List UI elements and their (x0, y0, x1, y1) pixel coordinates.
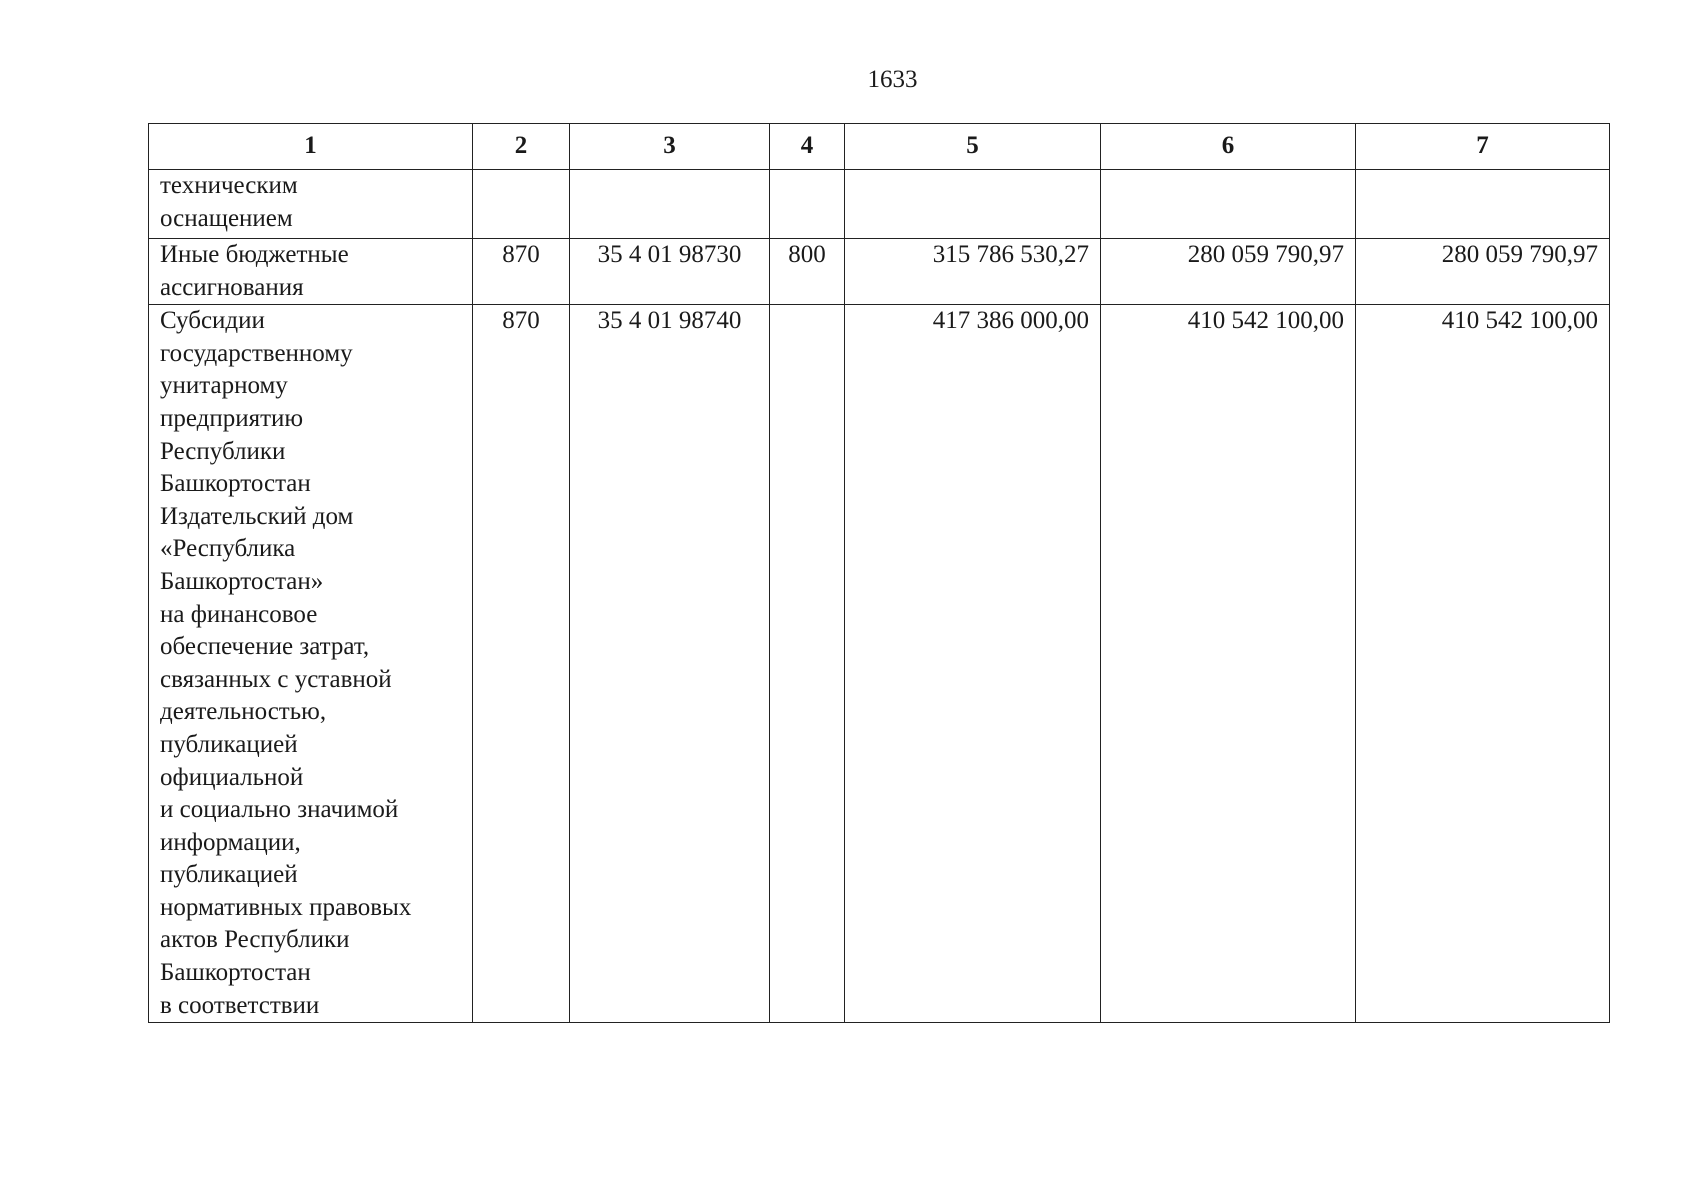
row-name-line: актов Республики (160, 926, 350, 954)
expense-type-cell (770, 305, 845, 1023)
column-header-1: 1 (149, 124, 473, 170)
amount-col6-cell: 280 059 790,97 (1101, 239, 1356, 305)
expense-type-cell (770, 170, 845, 239)
row-name-line: Башкортостан (160, 959, 311, 987)
budget-table (148, 123, 1610, 1023)
amount-col7-cell (1356, 170, 1610, 239)
row-name-line: публикацией (160, 730, 298, 758)
target-article-cell (570, 170, 770, 239)
row-name-line: на финансовое (160, 600, 318, 628)
target-article-cell: 35 4 01 98730 (570, 239, 770, 305)
row-name-line: связанных с уставной (160, 665, 392, 693)
row-name-line: предприятию (160, 404, 304, 432)
row-name-line: официальной (160, 763, 304, 791)
amount-col7-cell: 410 542 100,00 (1356, 305, 1610, 1023)
column-header-4: 4 (770, 124, 845, 170)
row-name-line: обеспечение затрат, (160, 633, 370, 661)
amount-col6-cell (1101, 170, 1356, 239)
row-name-line: и социально значимой (160, 796, 399, 824)
row-name-line: «Республика (160, 535, 296, 563)
target-article-cell: 35 4 01 98740 (570, 305, 770, 1023)
amount-col5-cell: 315 786 530,27 (845, 239, 1101, 305)
row-name-line: унитарному (160, 372, 288, 400)
row-name-line: деятельностью, (160, 698, 327, 726)
section-code-cell (473, 170, 570, 239)
row-name-line: Издательский дом (160, 502, 354, 530)
amount-col5-cell: 417 386 000,00 (845, 305, 1101, 1023)
row-name-cell (149, 239, 473, 305)
row-name-line: Иные бюджетные (160, 241, 349, 268)
row-name-cell (149, 170, 473, 239)
row-name-line: Башкортостан (160, 470, 311, 498)
column-header-7: 7 (1356, 124, 1610, 170)
row-name-line: техническим (160, 172, 298, 199)
row-name-line: Субсидии (160, 307, 265, 335)
column-header-2: 2 (473, 124, 570, 170)
row-name-line: Башкортостан» (160, 567, 324, 595)
column-header-3: 3 (570, 124, 770, 170)
amount-col6-cell: 410 542 100,00 (1101, 305, 1356, 1023)
table-row (149, 239, 1610, 305)
row-name-line: государственному (160, 339, 353, 367)
section-code-cell: 870 (473, 239, 570, 305)
row-name-line: информации, (160, 828, 301, 856)
table-row (149, 170, 1610, 239)
row-name-line: Республики (160, 437, 286, 465)
column-header-6: 6 (1101, 124, 1356, 170)
column-header-5: 5 (845, 124, 1101, 170)
table-row (149, 305, 1610, 1023)
row-name-line: публикацией (160, 861, 298, 889)
amount-col7-cell: 280 059 790,97 (1356, 239, 1610, 305)
row-name-cell (149, 305, 473, 1023)
header-row (149, 124, 1610, 170)
row-name-line: в соответствии (160, 991, 320, 1019)
page-number: 1633 (867, 66, 918, 93)
section-code-cell: 870 (473, 305, 570, 1023)
row-name-line: нормативных правовых (160, 893, 412, 921)
row-name-line: оснащением (160, 204, 293, 232)
expense-type-cell: 800 (770, 239, 845, 305)
row-name-line: ассигнования (160, 273, 304, 301)
amount-col5-cell (845, 170, 1101, 239)
